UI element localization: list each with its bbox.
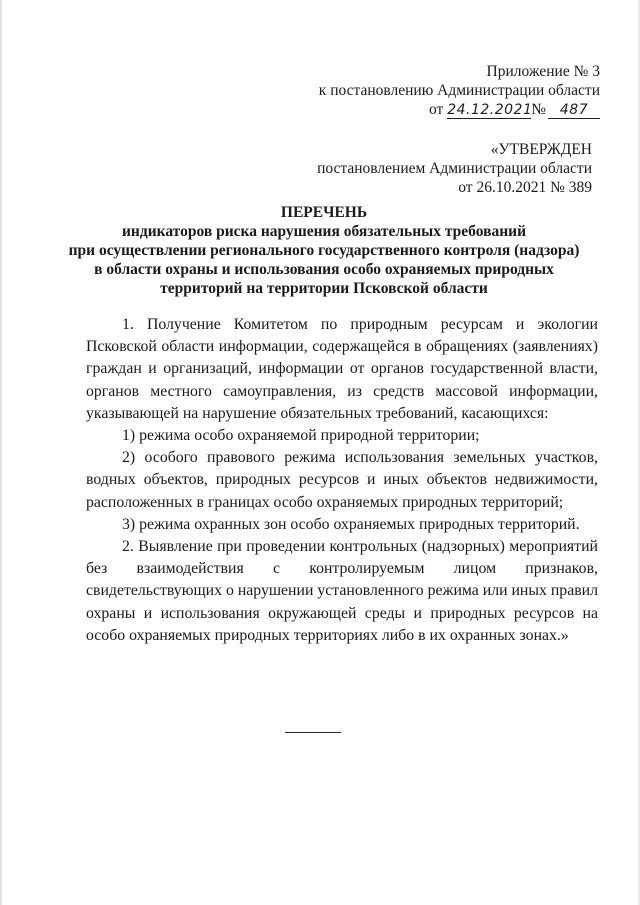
number-blank [548,102,600,119]
item-2-paragraph: 2. Выявление при проведении контрольных (надзорных) мероприятий без взаимодействия с контролируемым лицом признаков, свидетельствующих о нарушении установленного режима или иных правил охраны и использования окружающей среды и природных ресурсов на особо охраняемых природных территориях либо в их охранных зонах.» [86,538,599,644]
heading-line-4: территорий на территории Псковской области [160,280,488,297]
document-body [86,314,598,647]
approved-block [302,140,592,197]
sub-item-2: 2) особого правового режима использования земельных участков, водных объектов, природных ресурсов и иных объектов недвижимости, расположенных в границах особо охраняемых природных территорий; [86,449,598,511]
heading-line-1: индикаторов риска нарушения обязательных требований [122,223,526,240]
approved-date: от 26.10.2021 № 389 [458,179,592,196]
appendix-title: Приложение № 3 [486,63,600,80]
closing-rule [285,732,341,733]
heading-title: ПЕРЕЧЕНЬ [280,204,368,221]
document-heading [60,203,588,298]
appendix-date-row [310,100,600,119]
heading-line-3: в области охраны и использования особо охраняемых природных [94,261,554,278]
handwritten-date: 24.12.2021 [447,102,533,118]
scan-edge-left [0,0,3,905]
date-prefix: от [429,101,444,118]
item-1-paragraph: 1. Получение Комитетом по природным ресурсам и экологии Псковской области информации, содержащейся в обращениях (заявлениях) граждан и организаций, информации от органов государственной власти, органов местного самоуправления, из средств массовой информации, указывающей на нарушение обязательных требований, касающихся: [86,316,598,422]
handwritten-number: 487 [559,102,589,118]
approved-by: постановлением Администрации области [317,160,592,177]
number-prefix: № [531,101,546,118]
approved-title: «УТВЕРЖДЕН [490,141,592,158]
sub-item-3: 3) режима охранных зон особо охраняемых природных территорий. [122,515,580,533]
date-blank [447,102,531,119]
sub-item-1: 1) режима особо охраняемой природной территории; [122,427,480,445]
appendix-block [310,62,600,119]
appendix-reference: к постановлению Администрации области [318,82,600,99]
heading-line-2: при осуществлении регионального государственного контроля (надзора) [68,242,580,259]
